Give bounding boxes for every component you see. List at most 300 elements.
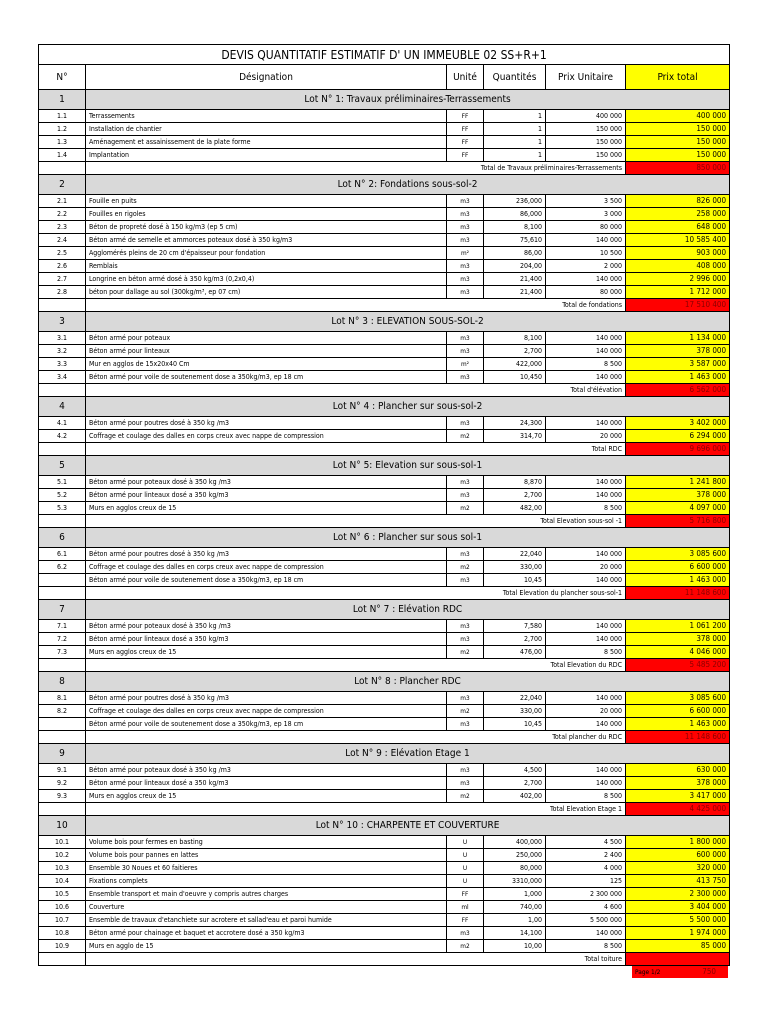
item-designation: Murs en agglos creux de 15 bbox=[86, 646, 447, 659]
lot-header-row bbox=[39, 672, 730, 692]
item-designation: Murs en agglos creux de 15 bbox=[86, 790, 447, 803]
item-quantity: 21,400 bbox=[484, 286, 546, 299]
item-quantity: 14,100 bbox=[484, 927, 546, 940]
item-unit: m2 bbox=[447, 561, 484, 574]
lot-header-row bbox=[39, 90, 730, 110]
item-total-price: 3 085 600 bbox=[626, 692, 730, 705]
item-number: 5.2 bbox=[39, 489, 86, 502]
item-unit: m² bbox=[447, 247, 484, 260]
table-row bbox=[39, 875, 730, 888]
lot-total-label: Total de Travaux préliminaires-Terrassements bbox=[86, 162, 626, 175]
item-total-price: 320 000 bbox=[626, 862, 730, 875]
lot-total-value: 5 485 200 bbox=[626, 659, 730, 672]
item-quantity: 2,700 bbox=[484, 345, 546, 358]
lot-total-value: 6 562 000 bbox=[626, 384, 730, 397]
item-number: 6.1 bbox=[39, 548, 86, 561]
table-row bbox=[39, 646, 730, 659]
lot-total-value: 4 425 000 bbox=[626, 803, 730, 816]
lot-header-row bbox=[39, 397, 730, 417]
table-row bbox=[39, 476, 730, 489]
item-number: 8.2 bbox=[39, 705, 86, 718]
item-designation: Ensemble de travaux d'etanchiete sur acrotere et sallad'eau et paroi humide bbox=[86, 914, 447, 927]
table-row bbox=[39, 332, 730, 345]
item-unit: m3 bbox=[447, 476, 484, 489]
table-row bbox=[39, 836, 730, 849]
item-designation: béton pour dallage au sol (300kg/m³, ep 07 cm) bbox=[86, 286, 447, 299]
table-row bbox=[39, 502, 730, 515]
item-unit: m3 bbox=[447, 286, 484, 299]
item-number: 7.3 bbox=[39, 646, 86, 659]
item-total-price: 1 712 000 bbox=[626, 286, 730, 299]
item-quantity: 8,870 bbox=[484, 476, 546, 489]
item-unit-price: 8 500 bbox=[546, 790, 626, 803]
table-row bbox=[39, 718, 730, 731]
item-total-price: 3 402 000 bbox=[626, 417, 730, 430]
lot-total-label: Total RDC bbox=[86, 443, 626, 456]
table-row bbox=[39, 136, 730, 149]
item-total-price: 413 750 bbox=[626, 875, 730, 888]
lot-title: Lot N° 1: Travaux préliminaires-Terrassements bbox=[86, 90, 730, 110]
item-unit-price: 150 000 bbox=[546, 123, 626, 136]
item-unit-price: 140 000 bbox=[546, 620, 626, 633]
lot-number: 1 bbox=[39, 90, 86, 110]
table-row bbox=[39, 901, 730, 914]
item-designation: Fouilles en rigoles bbox=[86, 208, 447, 221]
table-row bbox=[39, 548, 730, 561]
header-quantites: Quantités bbox=[484, 65, 546, 90]
lot-title: Lot N° 7 : Elévation RDC bbox=[86, 600, 730, 620]
item-unit: m3 bbox=[447, 332, 484, 345]
item-quantity: 1 bbox=[484, 123, 546, 136]
item-designation: Agglomérés pleins de 20 cm d'épaisseur pour fondation bbox=[86, 247, 447, 260]
item-quantity: 10,00 bbox=[484, 940, 546, 953]
item-unit: m3 bbox=[447, 633, 484, 646]
table-row bbox=[39, 849, 730, 862]
item-unit: FF bbox=[447, 149, 484, 162]
item-quantity: 21,400 bbox=[484, 273, 546, 286]
table-row bbox=[39, 927, 730, 940]
item-quantity: 86,000 bbox=[484, 208, 546, 221]
item-unit-price: 140 000 bbox=[546, 234, 626, 247]
item-unit-price: 140 000 bbox=[546, 345, 626, 358]
item-unit: m3 bbox=[447, 371, 484, 384]
item-total-price: 1 463 000 bbox=[626, 371, 730, 384]
item-quantity: 476,00 bbox=[484, 646, 546, 659]
lot-total-row bbox=[39, 953, 730, 966]
item-quantity: 4,500 bbox=[484, 764, 546, 777]
item-designation: Fixations complets bbox=[86, 875, 447, 888]
item-total-price: 1 241 800 bbox=[626, 476, 730, 489]
item-total-price: 648 000 bbox=[626, 221, 730, 234]
item-unit: m3 bbox=[447, 195, 484, 208]
item-total-price: 3 404 000 bbox=[626, 901, 730, 914]
item-unit-price: 140 000 bbox=[546, 489, 626, 502]
lot-total-value: 11 148 600 bbox=[626, 587, 730, 600]
item-designation: Fouille en puits bbox=[86, 195, 447, 208]
item-unit-price: 125 bbox=[546, 875, 626, 888]
item-quantity: 482,00 bbox=[484, 502, 546, 515]
item-number: 10.4 bbox=[39, 875, 86, 888]
item-quantity: 2,700 bbox=[484, 489, 546, 502]
item-unit-price: 4 600 bbox=[546, 901, 626, 914]
table-row bbox=[39, 633, 730, 646]
item-total-price: 1 061 200 bbox=[626, 620, 730, 633]
item-unit-price: 400 000 bbox=[546, 110, 626, 123]
item-designation: Longrine en béton armé dosé à 350 kg/m3 (0,2x0,4) bbox=[86, 273, 447, 286]
item-quantity: 10,45 bbox=[484, 718, 546, 731]
item-designation: Remblais bbox=[86, 260, 447, 273]
item-designation: Béton armé pour poteaux dosé à 350 kg /m3 bbox=[86, 476, 447, 489]
item-total-price: 5 500 000 bbox=[626, 914, 730, 927]
item-unit: m² bbox=[447, 358, 484, 371]
item-total-price: 378 000 bbox=[626, 489, 730, 502]
item-unit-price: 140 000 bbox=[546, 273, 626, 286]
lot-number: 7 bbox=[39, 600, 86, 620]
item-unit-price: 140 000 bbox=[546, 692, 626, 705]
lot-total-spacer bbox=[39, 299, 86, 312]
item-number: 8.1 bbox=[39, 692, 86, 705]
table-row bbox=[39, 764, 730, 777]
item-unit: m3 bbox=[447, 548, 484, 561]
lot-total-value: 11 148 600 bbox=[626, 731, 730, 744]
item-unit-price: 140 000 bbox=[546, 777, 626, 790]
item-unit: FF bbox=[447, 888, 484, 901]
item-unit-price: 140 000 bbox=[546, 371, 626, 384]
lot-header-row bbox=[39, 175, 730, 195]
item-total-price: 150 000 bbox=[626, 123, 730, 136]
item-unit: m3 bbox=[447, 927, 484, 940]
devis-table bbox=[38, 44, 730, 966]
item-quantity: 1,000 bbox=[484, 888, 546, 901]
item-quantity: 86,00 bbox=[484, 247, 546, 260]
lot-total-label: Total Elevation sous-sol -1 bbox=[86, 515, 626, 528]
item-quantity: 236,000 bbox=[484, 195, 546, 208]
item-number: 2.5 bbox=[39, 247, 86, 260]
item-designation: Béton armé pour linteaux dosé a 350 kg/m3 bbox=[86, 777, 447, 790]
item-number: 7.1 bbox=[39, 620, 86, 633]
item-quantity: 1 bbox=[484, 136, 546, 149]
item-unit-price: 140 000 bbox=[546, 476, 626, 489]
item-unit-price: 140 000 bbox=[546, 927, 626, 940]
item-number: 3.4 bbox=[39, 371, 86, 384]
header-num: N° bbox=[39, 65, 86, 90]
item-total-price: 3 085 600 bbox=[626, 548, 730, 561]
table-row bbox=[39, 149, 730, 162]
table-row bbox=[39, 221, 730, 234]
item-quantity: 422,000 bbox=[484, 358, 546, 371]
item-number: 2.3 bbox=[39, 221, 86, 234]
table-row bbox=[39, 489, 730, 502]
item-designation: Béton armé pour voile de soutenement dose a 350kg/m3, ep 18 cm bbox=[86, 718, 447, 731]
header-designation: Désignation bbox=[86, 65, 447, 90]
lot-header-row bbox=[39, 816, 730, 836]
item-total-price: 6 600 000 bbox=[626, 705, 730, 718]
item-quantity: 10,450 bbox=[484, 371, 546, 384]
item-designation: Murs en agglos creux de 15 bbox=[86, 502, 447, 515]
table-row bbox=[39, 123, 730, 136]
item-total-price: 1 974 000 bbox=[626, 927, 730, 940]
item-total-price: 258 000 bbox=[626, 208, 730, 221]
lot-number: 6 bbox=[39, 528, 86, 548]
item-designation: Béton armé pour poutres dosé à 350 kg /m3 bbox=[86, 548, 447, 561]
item-quantity: 330,00 bbox=[484, 561, 546, 574]
item-unit: m3 bbox=[447, 692, 484, 705]
item-unit: m2 bbox=[447, 502, 484, 515]
lot-title: Lot N° 8 : Plancher RDC bbox=[86, 672, 730, 692]
lot-number: 9 bbox=[39, 744, 86, 764]
item-number: 9.1 bbox=[39, 764, 86, 777]
item-quantity: 3310,000 bbox=[484, 875, 546, 888]
lot-number: 3 bbox=[39, 312, 86, 332]
item-unit: m3 bbox=[447, 777, 484, 790]
item-quantity: 7,580 bbox=[484, 620, 546, 633]
item-quantity: 80,000 bbox=[484, 862, 546, 875]
lot-number: 10 bbox=[39, 816, 86, 836]
lot-header-row bbox=[39, 600, 730, 620]
item-unit-price: 2 300 000 bbox=[546, 888, 626, 901]
item-number: 10.2 bbox=[39, 849, 86, 862]
item-number: 2.4 bbox=[39, 234, 86, 247]
item-designation: Béton armé pour linteaux dosé a 350 kg/m3 bbox=[86, 489, 447, 502]
item-unit-price: 5 500 000 bbox=[546, 914, 626, 927]
item-quantity: 402,00 bbox=[484, 790, 546, 803]
lot-total-label: Total de fondations bbox=[86, 299, 626, 312]
lot-total-value: 850 000 bbox=[626, 162, 730, 175]
item-quantity: 204,00 bbox=[484, 260, 546, 273]
item-total-price: 150 000 bbox=[626, 136, 730, 149]
item-unit: m3 bbox=[447, 574, 484, 587]
item-total-price: 4 046 000 bbox=[626, 646, 730, 659]
item-unit: m3 bbox=[447, 764, 484, 777]
lot-total-spacer bbox=[39, 731, 86, 744]
item-total-price: 2 996 000 bbox=[626, 273, 730, 286]
item-number bbox=[39, 574, 86, 587]
item-unit-price: 3 500 bbox=[546, 195, 626, 208]
item-unit-price: 150 000 bbox=[546, 136, 626, 149]
lot-total-spacer bbox=[39, 162, 86, 175]
lot-number: 5 bbox=[39, 456, 86, 476]
item-designation: Ensemble 30 Noues et 60 faitieres bbox=[86, 862, 447, 875]
item-number: 10.1 bbox=[39, 836, 86, 849]
item-unit: m2 bbox=[447, 790, 484, 803]
lot-total-value: 9 696 000 bbox=[626, 443, 730, 456]
item-number: 1.1 bbox=[39, 110, 86, 123]
item-total-price: 10 585 400 bbox=[626, 234, 730, 247]
item-total-price: 826 000 bbox=[626, 195, 730, 208]
table-row bbox=[39, 914, 730, 927]
item-unit-price: 3 000 bbox=[546, 208, 626, 221]
item-designation: Béton armé pour linteaux bbox=[86, 345, 447, 358]
lot-title: Lot N° 6 : Plancher sur sous sol-1 bbox=[86, 528, 730, 548]
item-total-price: 1 800 000 bbox=[626, 836, 730, 849]
lot-title: Lot N° 4 : Plancher sur sous-sol-2 bbox=[86, 397, 730, 417]
item-number: 2.1 bbox=[39, 195, 86, 208]
item-quantity: 1,00 bbox=[484, 914, 546, 927]
item-number: 4.1 bbox=[39, 417, 86, 430]
item-unit: U bbox=[447, 836, 484, 849]
item-designation: Volume bois pour fermes en basting bbox=[86, 836, 447, 849]
item-unit-price: 140 000 bbox=[546, 764, 626, 777]
table-row bbox=[39, 692, 730, 705]
item-unit: U bbox=[447, 862, 484, 875]
item-unit-price: 20 000 bbox=[546, 561, 626, 574]
item-designation: Béton armé de semelle et ammorces poteaux dosé à 350 kg/m3 bbox=[86, 234, 447, 247]
table-row bbox=[39, 273, 730, 286]
item-number: 6.2 bbox=[39, 561, 86, 574]
item-unit: m2 bbox=[447, 940, 484, 953]
lot-total-spacer bbox=[39, 587, 86, 600]
lot-total-row bbox=[39, 587, 730, 600]
table-row bbox=[39, 574, 730, 587]
item-unit: m2 bbox=[447, 430, 484, 443]
item-unit-price: 140 000 bbox=[546, 574, 626, 587]
table-row bbox=[39, 790, 730, 803]
item-unit-price: 140 000 bbox=[546, 633, 626, 646]
lot-total-row bbox=[39, 731, 730, 744]
item-total-price: 3 587 000 bbox=[626, 358, 730, 371]
lot-total-label: Total d'élévation bbox=[86, 384, 626, 397]
lot-total-row bbox=[39, 803, 730, 816]
lot-total-label: Total Elevation du RDC bbox=[86, 659, 626, 672]
lot-total-spacer bbox=[39, 659, 86, 672]
item-unit: m3 bbox=[447, 273, 484, 286]
item-unit: m3 bbox=[447, 260, 484, 273]
item-unit-price: 4 000 bbox=[546, 862, 626, 875]
item-unit: m2 bbox=[447, 646, 484, 659]
lot-title: Lot N° 5: Elevation sur sous-sol-1 bbox=[86, 456, 730, 476]
table-row bbox=[39, 862, 730, 875]
item-number: 4.2 bbox=[39, 430, 86, 443]
item-unit-price: 140 000 bbox=[546, 718, 626, 731]
table-row bbox=[39, 888, 730, 901]
lot-title: Lot N° 2: Fondations sous-sol-2 bbox=[86, 175, 730, 195]
item-quantity: 740,00 bbox=[484, 901, 546, 914]
lot-title: Lot N° 3 : ELEVATION SOUS-SOL-2 bbox=[86, 312, 730, 332]
item-designation: Béton armé pour chainage et baquet et accrotere dosé a 350 kg/m3 bbox=[86, 927, 447, 940]
table-row bbox=[39, 561, 730, 574]
item-quantity: 24,300 bbox=[484, 417, 546, 430]
item-designation: Mur en agglos de 15x20x40 Cm bbox=[86, 358, 447, 371]
item-unit-price: 10 500 bbox=[546, 247, 626, 260]
item-designation: Terrassements bbox=[86, 110, 447, 123]
item-number: 10.5 bbox=[39, 888, 86, 901]
lot-total-spacer bbox=[39, 443, 86, 456]
item-designation: Installation de chantier bbox=[86, 123, 447, 136]
item-designation: Béton armé pour voile de soutenement dose a 350kg/m3, ep 18 cm bbox=[86, 371, 447, 384]
item-unit-price: 4 500 bbox=[546, 836, 626, 849]
item-unit-price: 2 400 bbox=[546, 849, 626, 862]
item-total-price: 150 000 bbox=[626, 149, 730, 162]
lot-total-row bbox=[39, 443, 730, 456]
item-unit: FF bbox=[447, 136, 484, 149]
lot-total-value: 17 510 400 bbox=[626, 299, 730, 312]
item-designation: Béton armé pour poutres dosé à 350 kg /m3 bbox=[86, 692, 447, 705]
item-number: 10.8 bbox=[39, 927, 86, 940]
item-number bbox=[39, 718, 86, 731]
lot-10-total-value: 750 bbox=[702, 967, 716, 976]
lot-total-label: Total toiture bbox=[86, 953, 626, 966]
item-unit-price: 80 000 bbox=[546, 221, 626, 234]
item-designation: Implantation bbox=[86, 149, 447, 162]
item-total-price: 2 300 000 bbox=[626, 888, 730, 901]
item-total-price: 6 294 000 bbox=[626, 430, 730, 443]
item-designation: Béton armé pour poteaux dosé à 350 kg /m3 bbox=[86, 620, 447, 633]
page-label-overlay bbox=[632, 966, 728, 978]
item-designation: Couverture bbox=[86, 901, 447, 914]
item-unit: U bbox=[447, 875, 484, 888]
item-designation: Béton armé pour voile de soutenement dose a 350kg/m3, ep 18 cm bbox=[86, 574, 447, 587]
item-unit: U bbox=[447, 849, 484, 862]
item-quantity: 2,700 bbox=[484, 633, 546, 646]
item-number: 7.2 bbox=[39, 633, 86, 646]
item-unit: ml bbox=[447, 901, 484, 914]
table-row bbox=[39, 620, 730, 633]
table-row bbox=[39, 110, 730, 123]
item-unit: m3 bbox=[447, 489, 484, 502]
item-unit-price: 8 500 bbox=[546, 502, 626, 515]
item-total-price: 378 000 bbox=[626, 777, 730, 790]
lot-number: 4 bbox=[39, 397, 86, 417]
item-number: 5.1 bbox=[39, 476, 86, 489]
table-row bbox=[39, 940, 730, 953]
lot-total-spacer bbox=[39, 953, 86, 966]
table-row bbox=[39, 260, 730, 273]
item-number: 1.4 bbox=[39, 149, 86, 162]
lot-total-row bbox=[39, 299, 730, 312]
lot-title: Lot N° 10 : CHARPENTE ET COUVERTURE bbox=[86, 816, 730, 836]
item-unit: m3 bbox=[447, 208, 484, 221]
table-row bbox=[39, 371, 730, 384]
lot-number: 8 bbox=[39, 672, 86, 692]
document-title: DEVIS QUANTITATIF ESTIMATIF D' UN IMMEUBLE 02 SS+R+1 bbox=[39, 45, 730, 65]
item-number: 3.1 bbox=[39, 332, 86, 345]
item-unit: m3 bbox=[447, 234, 484, 247]
item-designation: Coffrage et coulage des dalles en corps creux avec nappe de compression bbox=[86, 430, 447, 443]
item-designation: Béton armé pour linteaux dosé a 350 kg/m3 bbox=[86, 633, 447, 646]
lot-header-row bbox=[39, 744, 730, 764]
item-designation: Béton armé pour poutres dosé à 350 kg /m3 bbox=[86, 417, 447, 430]
item-quantity: 1 bbox=[484, 149, 546, 162]
item-unit-price: 150 000 bbox=[546, 149, 626, 162]
item-designation: Béton armé pour poteaux bbox=[86, 332, 447, 345]
item-quantity: 314,70 bbox=[484, 430, 546, 443]
item-designation: Coffrage et coulage des dalles en corps creux avec nappe de compression bbox=[86, 705, 447, 718]
item-number: 9.3 bbox=[39, 790, 86, 803]
item-total-price: 6 600 000 bbox=[626, 561, 730, 574]
item-unit-price: 20 000 bbox=[546, 705, 626, 718]
item-total-price: 400 000 bbox=[626, 110, 730, 123]
lot-header-row bbox=[39, 312, 730, 332]
item-quantity: 330,00 bbox=[484, 705, 546, 718]
item-number: 1.3 bbox=[39, 136, 86, 149]
item-unit-price: 20 000 bbox=[546, 430, 626, 443]
item-quantity: 75,610 bbox=[484, 234, 546, 247]
item-number: 10.3 bbox=[39, 862, 86, 875]
item-unit: m3 bbox=[447, 718, 484, 731]
item-number: 10.6 bbox=[39, 901, 86, 914]
item-number: 2.7 bbox=[39, 273, 86, 286]
item-unit: m3 bbox=[447, 417, 484, 430]
item-quantity: 22,040 bbox=[484, 692, 546, 705]
lot-total-label: Total Elevation du plancher sous-sol-1 bbox=[86, 587, 626, 600]
lot-header-row bbox=[39, 528, 730, 548]
lot-total-spacer bbox=[39, 384, 86, 397]
header-prix-unitaire: Prix Unitaire bbox=[546, 65, 626, 90]
page-label: Page 1/2 bbox=[635, 968, 661, 976]
table-row bbox=[39, 430, 730, 443]
item-number: 3.2 bbox=[39, 345, 86, 358]
lot-total-value: 5 716 800 bbox=[626, 515, 730, 528]
